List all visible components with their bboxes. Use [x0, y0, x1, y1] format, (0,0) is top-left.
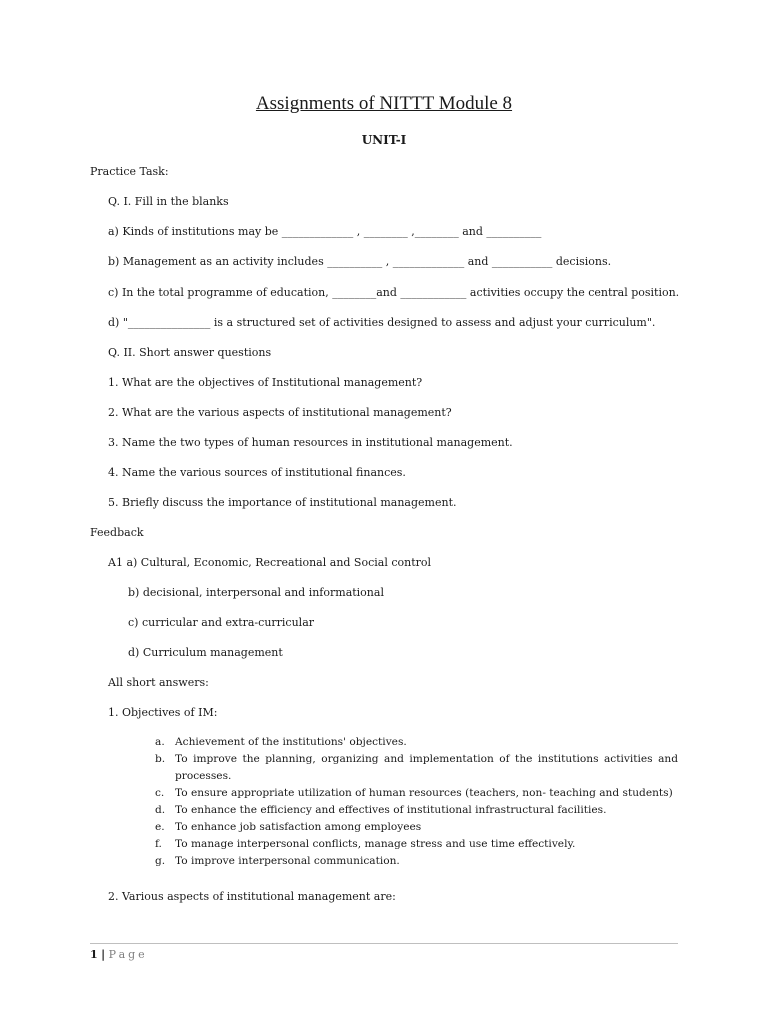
- answer-1b: b) decisional, interpersonal and informational: [128, 586, 384, 599]
- aspects-heading: 2. Various aspects of institutional management are:: [108, 890, 396, 903]
- objectives-heading: 1. Objectives of IM:: [108, 706, 218, 719]
- list-marker: f.: [155, 838, 162, 850]
- page-number: 1: [90, 948, 98, 961]
- list-marker: c.: [155, 787, 165, 799]
- question-2-heading: Q. II. Short answer questions: [108, 346, 272, 359]
- short-question-2: 2. What are the various aspects of institutional management?: [108, 406, 452, 419]
- list-item-text: To ensure appropriate utilization of human resources (teachers, non- teaching and students): [175, 787, 673, 799]
- page-word: Page: [108, 948, 148, 961]
- short-question-1: 1. What are the objectives of Institutional management?: [108, 376, 423, 389]
- all-short-answers-label: All short answers:: [108, 676, 209, 689]
- list-item-text: Achievement of the institutions' objectives.: [175, 736, 407, 748]
- short-question-4: 4. Name the various sources of institutional finances.: [108, 466, 406, 479]
- list-item: [155, 853, 678, 870]
- list-item: [155, 819, 678, 836]
- list-marker: d.: [155, 804, 166, 816]
- list-item: [155, 836, 678, 853]
- answer-1d: d) Curriculum management: [128, 646, 283, 659]
- feedback-label: Feedback: [90, 526, 144, 539]
- list-item-text: To improve interpersonal communication.: [175, 855, 400, 867]
- blank-a: a) Kinds of institutions may be _____________ , ________ ,________ and __________: [108, 225, 542, 238]
- list-item: [155, 734, 678, 751]
- list-item-text: To enhance job satisfaction among employees: [175, 821, 422, 833]
- short-question-3: 3. Name the two types of human resources in institutional management.: [108, 436, 513, 449]
- document-title: Assignments of NITTT Module 8: [255, 93, 513, 114]
- blank-d: d) "_______________ is a structured set of activities designed to assess and adjust your curriculum".: [108, 316, 656, 329]
- practice-task-label: Practice Task:: [90, 165, 169, 178]
- list-item: [155, 751, 678, 785]
- list-marker: a.: [155, 736, 165, 748]
- list-item: [155, 802, 678, 819]
- list-item: [155, 785, 678, 802]
- list-item-text: To enhance the efficiency and effectives of institutional infrastructural facilities.: [175, 804, 607, 816]
- blank-c: c) In the total programme of education, ________and ____________ activities occupy the central position.: [108, 286, 680, 299]
- objectives-list: [155, 734, 678, 870]
- list-marker: e.: [155, 821, 165, 833]
- page-footer: [90, 948, 148, 961]
- list-marker: b.: [155, 753, 166, 765]
- answer-1a: A1 a) Cultural, Economic, Recreational and Social control: [108, 556, 432, 569]
- answer-1c: c) curricular and extra-curricular: [128, 616, 315, 629]
- question-1-heading: Q. I. Fill in the blanks: [108, 195, 229, 208]
- blank-b: b) Management as an activity includes __________ , _____________ and ___________ decisions.: [108, 255, 612, 268]
- list-item-text: To manage interpersonal conflicts, manage stress and use time effectively.: [175, 838, 576, 850]
- footer-separator: |: [101, 948, 106, 961]
- short-question-5: 5. Briefly discuss the importance of institutional management.: [108, 496, 457, 509]
- footer-divider: [90, 943, 678, 944]
- list-item-text: To improve the planning, organizing and implementation of the institutions activities and processes.: [175, 753, 678, 782]
- list-marker: g.: [155, 855, 166, 867]
- unit-heading: UNIT-I: [361, 133, 407, 147]
